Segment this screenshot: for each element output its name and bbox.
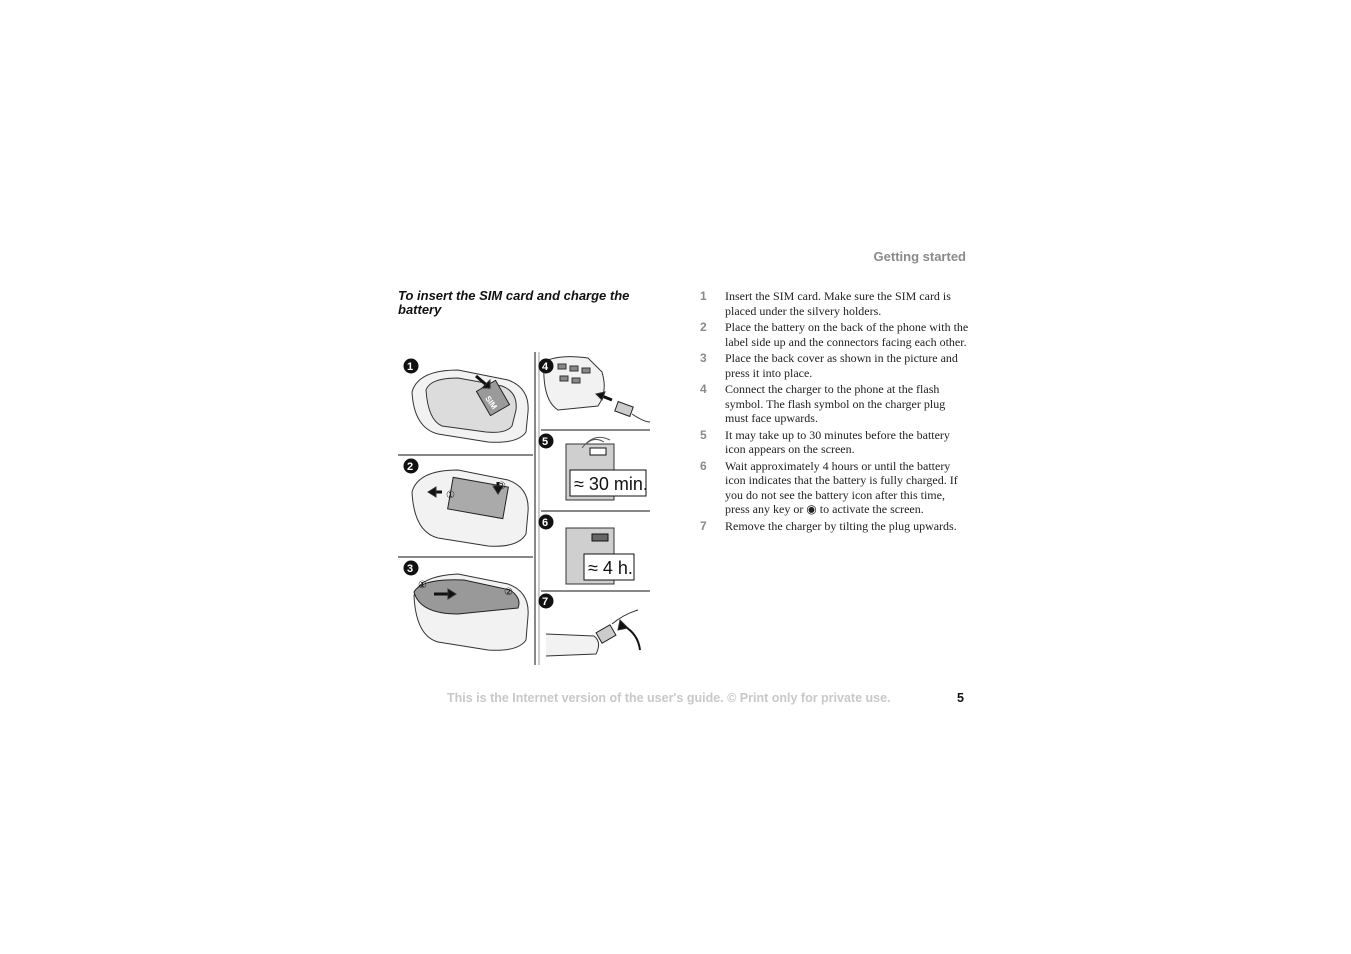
svg-text:6: 6: [542, 517, 549, 529]
panel-3-cover: [414, 574, 528, 650]
panel-number-1: [404, 359, 419, 374]
step-number: 4: [700, 382, 707, 396]
sub-marker-2: ②: [497, 481, 506, 492]
svg-text:2: 2: [407, 461, 414, 473]
callout-30-min: ≈ 30 min.: [574, 474, 648, 494]
step-5: [700, 428, 970, 457]
step-3: [700, 351, 970, 380]
procedure-title: To insert the SIM card and charge the battery: [398, 288, 630, 317]
panel-2-battery: [412, 470, 528, 546]
panel-number-4: [539, 359, 554, 374]
panel-number-7: [539, 594, 554, 609]
step-text: Insert the SIM card. Make sure the SIM card is placed under the silvery holders.: [725, 289, 951, 318]
panel-7-remove: [546, 610, 640, 656]
section-title: Getting started: [873, 249, 966, 264]
step-number: 7: [700, 518, 707, 533]
step-text: Wait approximately 4 hours or until the battery icon indicates that the battery is fully charged. If you do not see the battery icon after this time, press any key or ◉ to activate the screen.: [725, 458, 958, 516]
svg-text:1: 1: [407, 361, 414, 373]
step-2: [700, 320, 970, 349]
svg-text:4: 4: [542, 361, 549, 373]
panel-1-sim: [412, 370, 528, 442]
step-number: 3: [700, 351, 707, 365]
step-text: Remove the charger by tilting the plug upwards.: [725, 518, 957, 533]
step-text: Place the back cover as shown in the picture and press it into place.: [725, 351, 958, 380]
callout-4-h: ≈ 4 h.: [588, 558, 633, 578]
step-6: [700, 459, 970, 517]
sub-marker-3-2: ②: [504, 587, 513, 598]
panel-4-charger: [544, 357, 650, 422]
svg-text:7: 7: [542, 596, 549, 608]
svg-text:3: 3: [407, 563, 414, 575]
step-text: Connect the charger to the phone at the flash symbol. The flash symbol on the charger plug must face upwards.: [725, 382, 946, 425]
step-number: 1: [700, 289, 707, 303]
sim-card-label: SIM: [483, 394, 499, 412]
sub-marker-3-1: ①: [418, 580, 427, 591]
step-number: 6: [700, 458, 707, 473]
step-1: [700, 289, 970, 318]
step-number: 5: [700, 427, 707, 442]
page-number: 5: [957, 691, 964, 705]
footer-note: This is the Internet version of the user's guide. © Print only for private use.: [447, 691, 891, 705]
step-4: [700, 382, 970, 426]
panel-number-6: [539, 515, 554, 530]
steps-list: [700, 289, 970, 535]
panel-number-2: [404, 459, 419, 474]
step-number: 2: [700, 320, 707, 334]
sub-marker-1: ①: [446, 490, 455, 501]
step-text: It may take up to 30 minutes before the battery icon appears on the screen.: [725, 427, 950, 456]
sim-charge-illustration: [398, 352, 652, 666]
step-text: Place the battery on the back of the phone with the label side up and the connectors facing each other.: [725, 320, 969, 349]
step-7: [700, 519, 970, 534]
panel-number-3: [404, 561, 419, 576]
panel-number-5: [539, 434, 554, 449]
svg-text:5: 5: [542, 436, 549, 448]
